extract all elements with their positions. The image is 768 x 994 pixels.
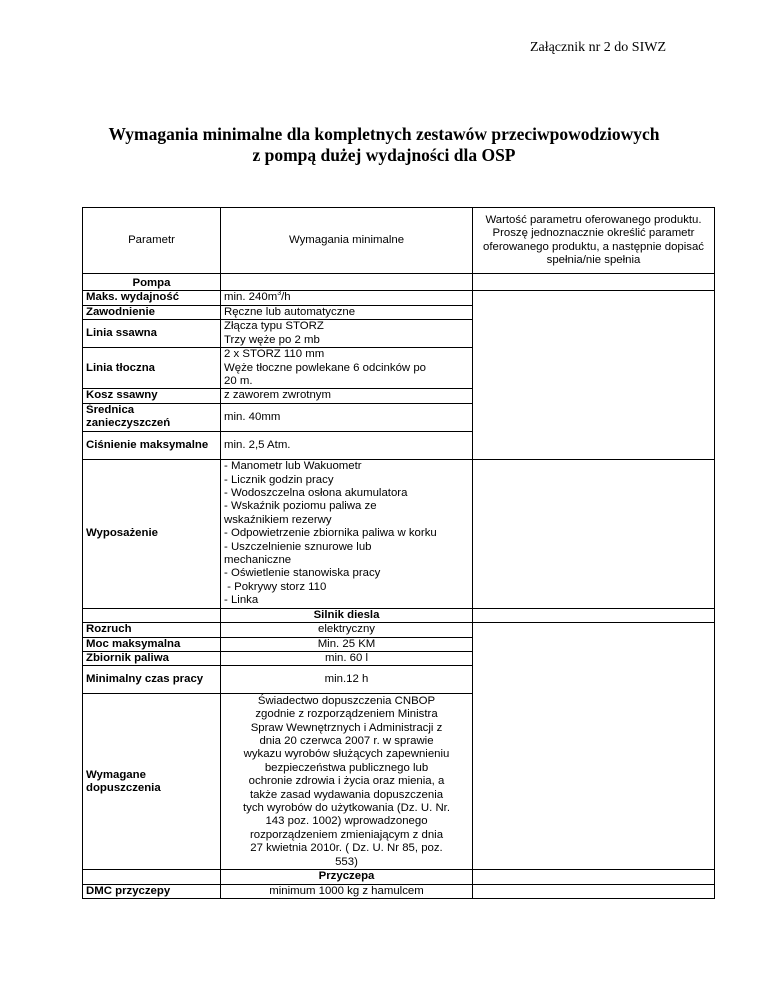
row-label: Kosz ssawny	[83, 389, 221, 403]
offered-value-cell[interactable]	[473, 291, 715, 460]
row-value: Świadectwo dopuszczenia CNBOP zgodnie z rozporządzeniem Ministra Spraw Wewnętrznych i Administracji z dnia 20 czerwca 2007 r. w sprawie wykazu wyrobów służących zapewnieniu bezpieczeństwa publicznego lub ochronie zdrowia i życia oraz mienia, a także zasad wydawania dopuszczenia tych wyrobów do użytkowania (Dz. U. Nr. 143 poz. 1002) wprowadzonego rozporządzeniem zmieniającym z dnia 27 kwietnia 2010r. ( Dz. U. Nr 85, poz. 553)	[221, 694, 473, 870]
row-value: min. 40mm	[221, 403, 473, 431]
document-title	[0, 124, 768, 166]
row-value: Min. 25 KM	[221, 637, 473, 651]
table-header-row	[83, 208, 715, 274]
row-value: - Manometr lub Wakuometr - Licznik godzin pracy - Wodoszczelna osłona akumulatora - Wskaźnik poziomu paliwa ze wskaźnikiem rezerwy - Odpowietrzenie zbiornika paliwa w korku - Uszczelnienie sznurowe lub mechaniczne - Oświetlenie stanowiska pracy - Pokrywy storz 110 - Linka	[221, 459, 473, 608]
row-value: minimum 1000 kg z hamulcem	[221, 884, 473, 898]
row-label: Ciśnienie maksymalne	[83, 431, 221, 459]
offered-value-cell[interactable]	[473, 623, 715, 870]
table-row	[83, 459, 715, 608]
section-silnik: Silnik diesla	[221, 608, 473, 622]
header-offered-value: Wartość parametru oferowanego produktu. Proszę jednoznacznie określić parametr oferowanego produktu, a następnie dopisać spełnia/nie spełnia	[473, 208, 715, 274]
row-label: Wyposażenie	[83, 459, 221, 608]
row-label: Maks. wydajność	[83, 291, 221, 306]
blank-cell	[473, 608, 715, 622]
requirements-table	[82, 207, 715, 899]
header-minimum-requirements: Wymagania minimalne	[221, 208, 473, 274]
title-line-2: z pompą dużej wydajności dla OSP	[252, 145, 516, 165]
blank-cell	[83, 608, 221, 622]
row-label: Linia ssawna	[83, 320, 221, 348]
row-value: min.12 h	[221, 666, 473, 694]
row-label: Minimalny czas pracy	[83, 666, 221, 694]
row-value: min. 60 l	[221, 652, 473, 666]
section-pompa: Pompa	[83, 274, 221, 291]
table-row	[83, 608, 715, 622]
blank-cell	[83, 870, 221, 884]
row-label: Zawodnienie	[83, 306, 221, 320]
row-label: Wymagane dopuszczenia	[83, 694, 221, 870]
header-parameter: Parametr	[83, 208, 221, 274]
offered-value-cell[interactable]	[473, 459, 715, 608]
blank-cell	[221, 274, 473, 291]
row-label: Średnica zanieczyszczeń	[83, 403, 221, 431]
row-value: 2 x STORZ 110 mm Węże tłoczne powlekane 6 odcinków po 20 m.	[221, 348, 473, 389]
row-value: z zaworem zwrotnym	[221, 389, 473, 403]
table-row	[83, 870, 715, 884]
table-row	[83, 623, 715, 637]
table-row	[83, 884, 715, 898]
row-label: Rozruch	[83, 623, 221, 637]
table-row	[83, 274, 715, 291]
row-value: min. $240m^3/h$	[221, 291, 473, 306]
row-label: Zbiornik paliwa	[83, 652, 221, 666]
row-value: Złącza typu STORZ Trzy węże po 2 mb	[221, 320, 473, 348]
annex-header: Załącznik nr 2 do SIWZ	[529, 40, 666, 55]
title-line-1: Wymagania minimalne dla kompletnych zestawów przeciwpowodziowych	[108, 124, 660, 144]
row-value: elektryczny	[221, 623, 473, 637]
section-przyczepa: Przyczepa	[221, 870, 473, 884]
row-label: DMC przyczepy	[83, 884, 221, 898]
row-label: Linia tłoczna	[83, 348, 221, 389]
blank-cell	[473, 870, 715, 884]
table-row	[83, 291, 715, 306]
row-value: min. 2,5 Atm.	[221, 431, 473, 459]
row-value: Ręczne lub automatyczne	[221, 306, 473, 320]
offered-value-cell[interactable]	[473, 884, 715, 898]
blank-cell	[473, 274, 715, 291]
row-label: Moc maksymalna	[83, 637, 221, 651]
